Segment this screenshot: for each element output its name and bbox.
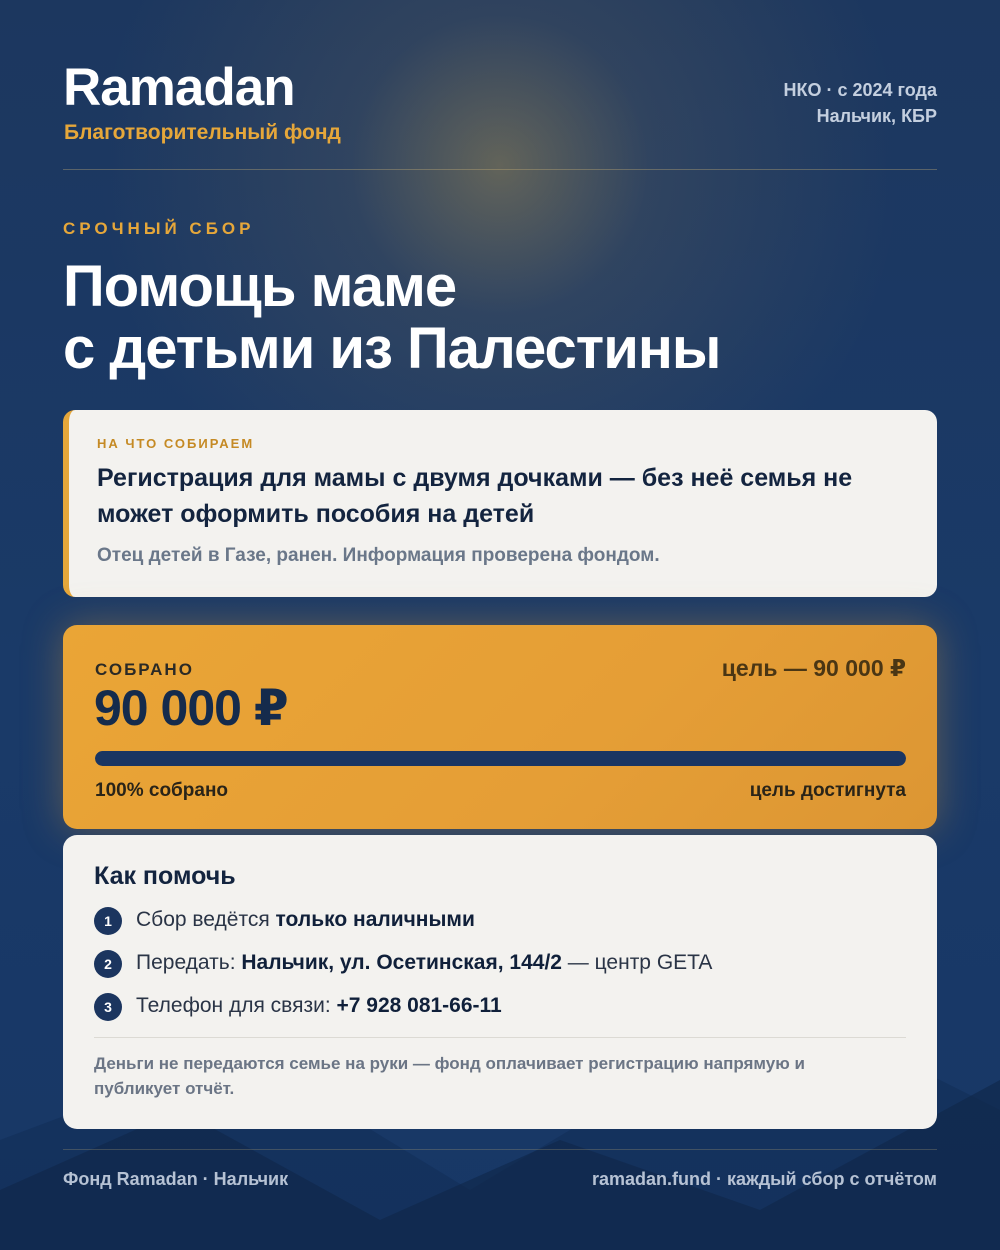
help-divider [94, 1037, 906, 1038]
step-text [136, 991, 502, 1021]
funding-goal: цель — 90 000 ₽ [721, 655, 906, 681]
purpose-label: НА ЧТО СОБИРАЕМ [97, 436, 255, 451]
campaign-title-line2: с детьми из Палестины [63, 316, 721, 381]
purpose-text: Регистрация для мамы с двумя дочками — без неё семья не может оформить пособия на детей [97, 464, 853, 528]
help-title: Как помочь [94, 862, 236, 890]
help-step-1 [94, 905, 914, 935]
step-text-suffix: — центр GETA [561, 951, 713, 974]
step-text-bold: +7 928 081-66-11 [336, 994, 502, 1017]
step-text-prefix: Передать: [136, 951, 242, 974]
purpose-card [63, 410, 937, 597]
org-meta [784, 77, 938, 129]
footer-left: Фонд Ramadan · Нальчик [63, 1169, 289, 1189]
step-text [136, 905, 475, 935]
footer-divider [63, 1149, 937, 1150]
campaign-eyebrow: СРОЧНЫЙ СБОР [63, 219, 255, 238]
step-text-prefix: Сбор ведётся [136, 908, 276, 931]
how-to-help-card [63, 835, 937, 1129]
header [63, 58, 937, 153]
page [63, 0, 937, 1250]
org-meta-line1: НКО · с 2024 года [783, 80, 937, 100]
brand-subtitle: Благотворительный фонд [64, 121, 341, 144]
help-step-3 [94, 991, 914, 1021]
step-text [136, 948, 712, 978]
step-text-prefix: Телефон для связи: [136, 994, 337, 1017]
help-note: Деньги не передаются семье на руки — фонд оплачивает регистрацию напрямую и публикует отчёт. [94, 1054, 805, 1098]
funding-card [63, 625, 937, 829]
step-text-bold: Нальчик, ул. Осетинская, 144/2 [241, 951, 562, 974]
funding-percent: 100% собрано [95, 780, 229, 801]
help-step-2 [94, 948, 914, 978]
funding-amount: 90 000 ₽ [94, 680, 288, 736]
funding-status: цель достигнута [749, 780, 906, 801]
brand-name: Ramadan [63, 58, 295, 117]
campaign-title-line1: Помощь маме [63, 254, 457, 319]
progress-fill [95, 751, 906, 766]
funding-label: СОБРАНО [95, 660, 194, 679]
step-text-bold: только наличными [275, 908, 475, 931]
step-number-badge: 3 [94, 993, 122, 1021]
header-divider [63, 169, 937, 170]
footer-right: ramadan.fund · каждый сбор с отчётом [591, 1169, 937, 1189]
campaign-title [63, 256, 720, 380]
purpose-note: Отец детей в Газе, ранен. Информация проверена фондом. [97, 545, 660, 566]
org-meta-line2: Нальчик, КБР [816, 106, 937, 126]
progress-bar [95, 751, 906, 766]
step-number-badge: 2 [94, 950, 122, 978]
step-number-badge: 1 [94, 907, 122, 935]
